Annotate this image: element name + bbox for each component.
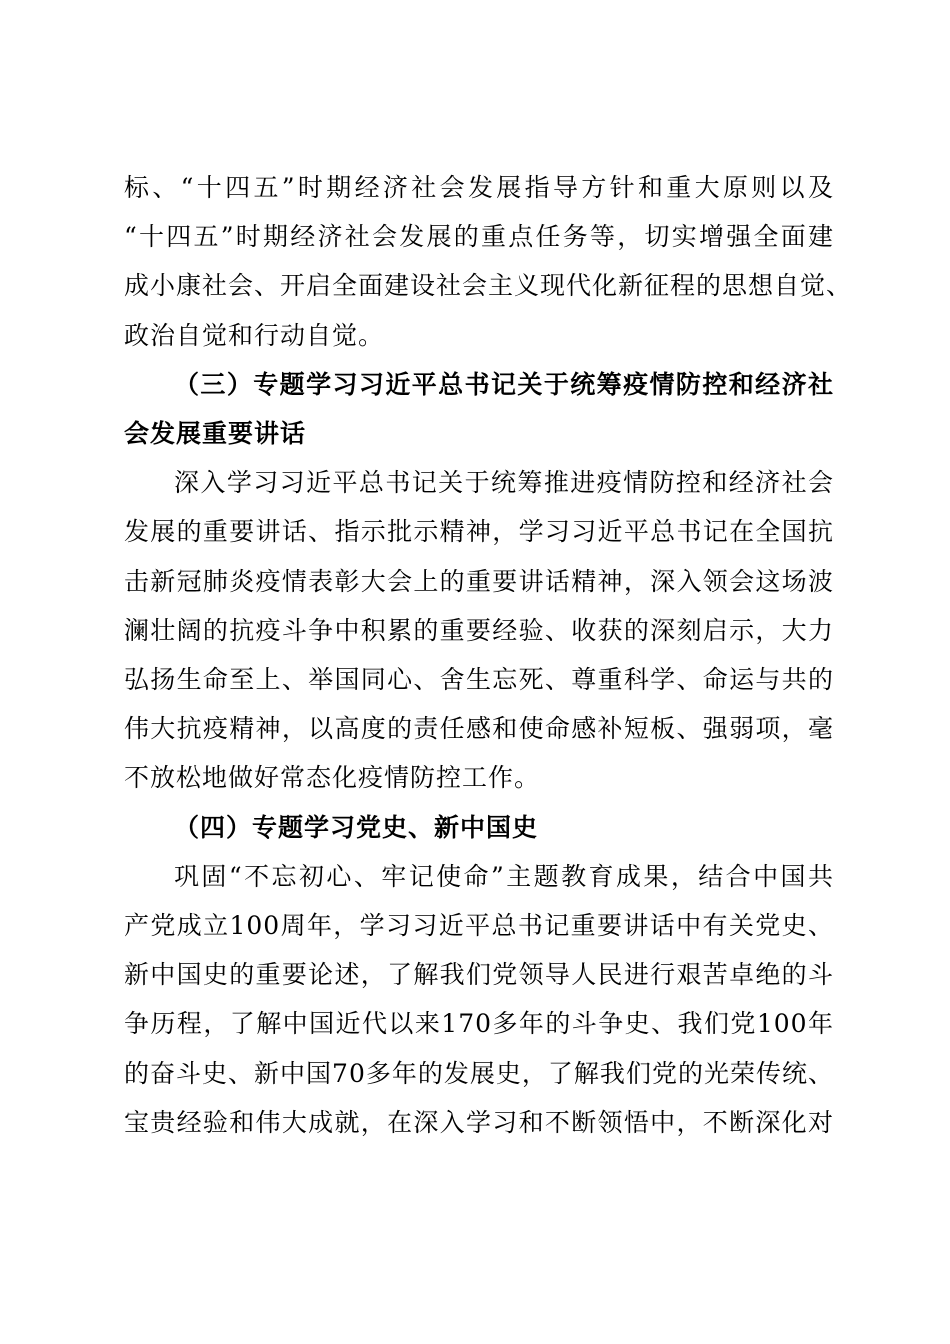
paragraph-line: 标、“十四五”时期经济社会发展指导方针和重大原则以及: [124, 173, 834, 202]
paragraph-line: 伟大抗疫精神，以高度的责任感和使命感补短板、强弱项，毫: [124, 714, 834, 744]
paragraph-line: 发展的重要讲话、指示批示精神，学习习近平总书记在全国抗: [124, 517, 834, 547]
paragraph-line: 成小康社会、开启全面建设社会主义现代化新征程的思想自觉、: [124, 271, 853, 301]
paragraph-line: “十四五”时期经济社会发展的重点任务等，切实增强全面建: [124, 222, 834, 252]
section-heading-line: （三）专题学习习近平总书记关于统筹疫情防控和经济社: [174, 369, 834, 399]
paragraph-line: 政治自觉和行动自觉。: [124, 320, 385, 350]
paragraph-line: 澜壮阔的抗疫斗争中积累的重要经验、收获的深刻启示，大力: [124, 615, 834, 645]
paragraph-line: 的奋斗史、新中国70多年的发展史，了解我们党的光荣传统、: [124, 1058, 834, 1088]
paragraph-line: 不放松地做好常态化疫情防控工作。: [124, 763, 541, 793]
section-heading-line: （四）专题学习党史、新中国史: [174, 812, 539, 842]
paragraph-line: 弘扬生命至上、举国同心、舍生忘死、尊重科学、命运与共的: [124, 665, 834, 694]
paragraph-line: 巩固“不忘初心、牢记使命”主题教育成果，结合中国共: [174, 861, 834, 891]
paragraph-line: 击新冠肺炎疫情表彰大会上的重要讲话精神，深入领会这场波: [124, 566, 834, 596]
paragraph-line: 深入学习习近平总书记关于统筹推进疫情防控和经济社会: [174, 468, 834, 498]
paragraph-line: 新中国史的重要论述，了解我们党领导人民进行艰苦卓绝的斗: [124, 960, 834, 990]
paragraph-line: 宝贵经验和伟大成就，在深入学习和不断领悟中，不断深化对: [124, 1107, 834, 1137]
paragraph-line: 争历程，了解中国近代以来170多年的斗争史、我们党100年: [124, 1009, 834, 1039]
section-heading-line: 会发展重要讲话: [124, 419, 307, 448]
paragraph-line: 产党成立100周年，学习习近平总书记重要讲话中有关党史、: [124, 911, 834, 940]
